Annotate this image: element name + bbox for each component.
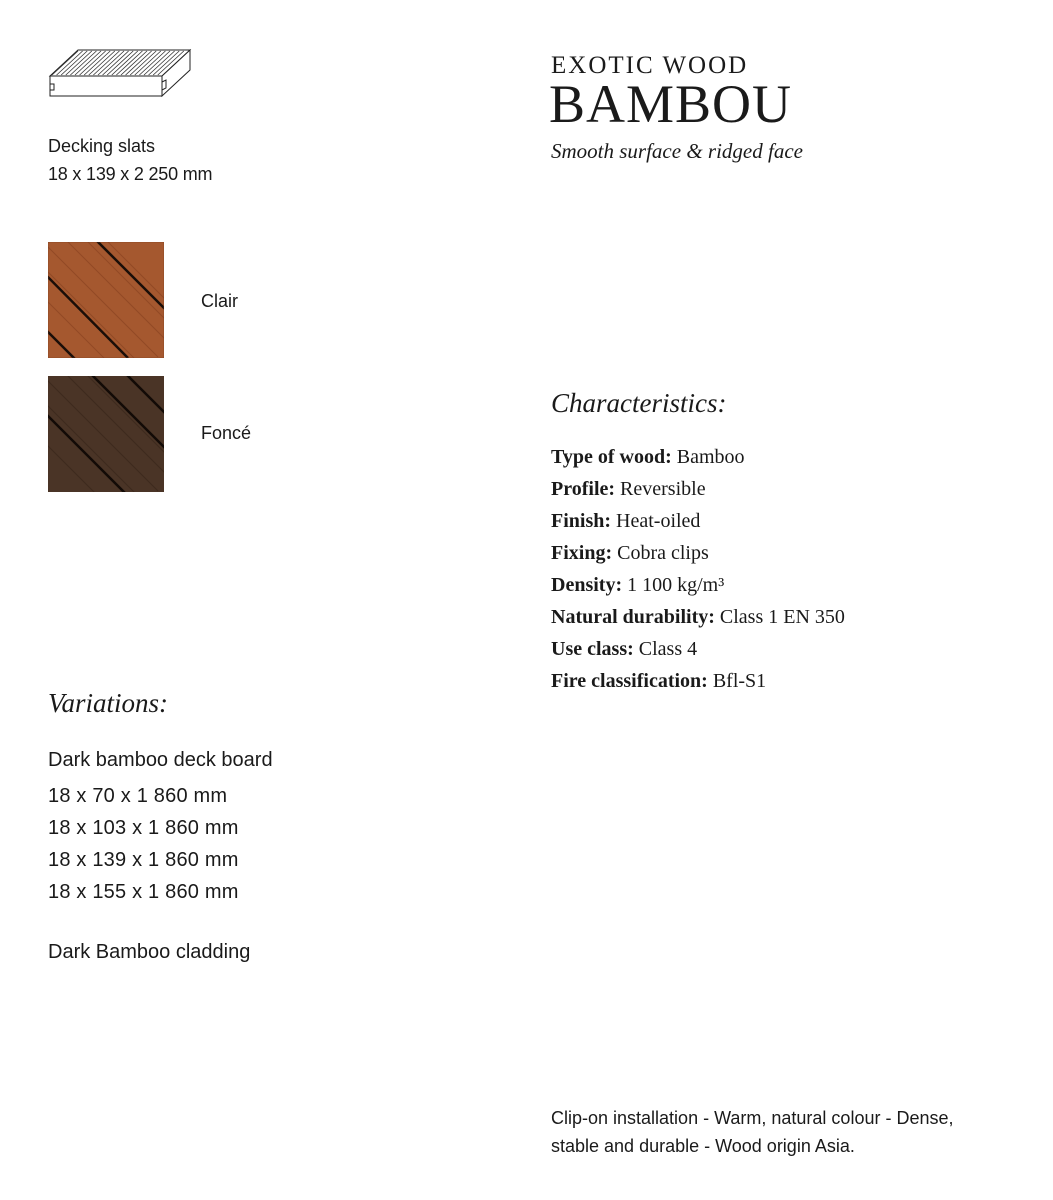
cladding-title: Dark Bamboo cladding: [48, 941, 251, 963]
characteristic-key: Profile:: [551, 478, 616, 500]
product-dimensions: 18 x 139 x 2 250 mm: [48, 164, 213, 184]
decking-profile-icon: [48, 46, 194, 102]
characteristic-value: Bamboo: [676, 446, 745, 468]
characteristic-row: [551, 633, 845, 665]
characteristic-row: [551, 537, 845, 569]
characteristic-value: Class 1 EN 350: [719, 606, 845, 628]
wood-texture-clair: [48, 242, 164, 358]
characteristic-key: Natural durability:: [551, 606, 715, 628]
swatch-clair[interactable]: [48, 242, 164, 358]
characteristic-value: Reversible: [620, 478, 706, 500]
characteristic-row: [551, 441, 845, 473]
characteristic-row: [551, 473, 845, 505]
variation-size: 18 x 103 x 1 860 mm: [48, 817, 239, 839]
colour-label-clair: Clair: [201, 291, 239, 311]
variation-sizes-list: [48, 780, 239, 908]
characteristic-key: Use class:: [551, 638, 634, 660]
colour-label-fonce: Foncé: [201, 423, 252, 443]
characteristic-key: Type of wood:: [551, 446, 672, 468]
characteristic-value: Class 4: [638, 638, 698, 660]
variation-size: 18 x 70 x 1 860 mm: [48, 785, 228, 807]
characteristic-row: [551, 505, 845, 537]
swatch-fonce[interactable]: [48, 376, 164, 492]
product-tagline: Smooth surface & ridged face: [551, 139, 803, 163]
characteristic-value: 1 100 kg/m³: [627, 574, 725, 596]
characteristic-key: Fire classification:: [551, 670, 708, 692]
variations-heading: Variations:: [48, 688, 169, 718]
variation-size: 18 x 155 x 1 860 mm: [48, 881, 239, 903]
characteristic-row: [551, 569, 845, 601]
product-category: EXOTIC WOOD: [551, 52, 749, 79]
characteristics-list: [551, 441, 845, 697]
characteristic-row: [551, 665, 845, 697]
characteristic-key: Fixing:: [551, 542, 613, 564]
product-title: BAMBOU: [549, 74, 793, 134]
product-name: Decking slats: [48, 136, 156, 156]
characteristic-value: Heat-oiled: [616, 510, 701, 532]
characteristic-value: Bfl-S1: [712, 670, 767, 692]
variation-size: 18 x 139 x 1 860 mm: [48, 849, 239, 871]
variation-title: Dark bamboo deck board: [48, 749, 273, 771]
characteristic-key: Finish:: [551, 510, 612, 532]
characteristics-heading: Characteristics:: [551, 388, 727, 418]
wood-texture-fonce: [48, 376, 164, 492]
characteristic-row: [551, 601, 845, 633]
characteristic-key: Density:: [551, 574, 623, 596]
characteristic-value: Cobra clips: [617, 542, 709, 564]
footer-note: Clip-on installation - Warm, natural colour - Dense, stable and durable - Wood origin Asia.: [551, 1108, 954, 1156]
